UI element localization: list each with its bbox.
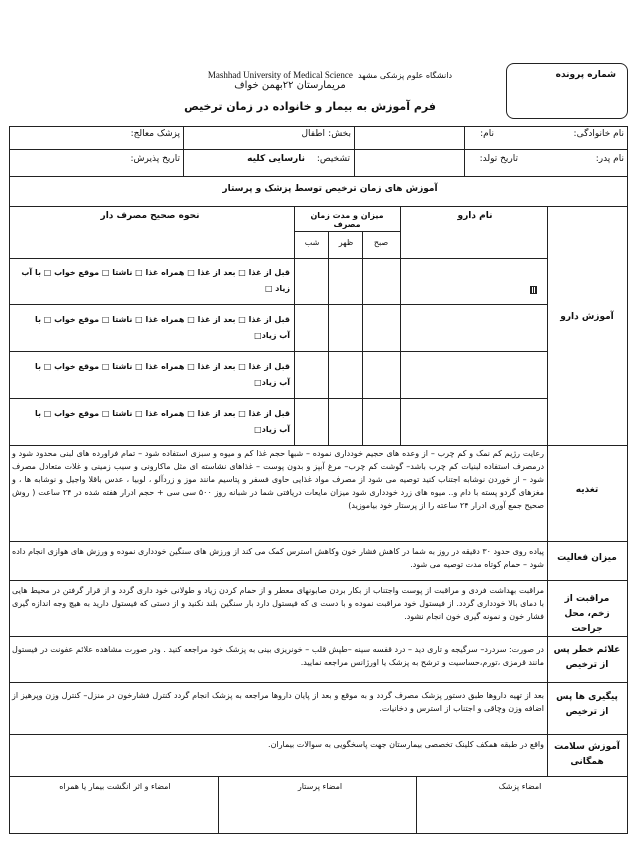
diagnosis-label: تشخیص: [316,154,350,164]
correct-usage-header: نحوه صحیح مصرف دار [100,211,200,221]
danger-signs-text: در صورت: سردرد– سرگیجه و تاری دید – درد قفسه سینه –طپش قلب – خونریزی بینی به پزشک خود مراجعه کنید . ودر صورت مشاهده علائم عفونت در فیستول مانند قرمزی ،تورم،حساسیت و ترشح به پزشک یا اورژانس مراجعه نمایید. [12,645,544,667]
hospital-name: مریمارستان ۲۲بهمن خواف [234,80,346,91]
ward-value: اطفال [301,129,325,139]
admission-date-label: تاریخ پذیرش: [130,154,180,164]
patient-signature-label: امضاء و اثر انگشت بیمار یا همراه [59,782,171,791]
ward-label: بخش: [328,129,351,139]
doctor-signature-label: امضاء پزشک [498,782,542,791]
usage-options-row-4 [12,406,290,438]
drug-name-header: نام دارو [457,211,493,221]
surname-label: نام خانوادگی: [573,129,624,139]
reception-number-label: شماره پرونده [555,70,616,80]
section-title: آموزش های زمان ترخیص توسط پزشک و پرستار [222,184,438,194]
usage-options-line: آب زیاد□ [254,331,290,340]
activity-text: پیاده روی حدود ۳۰ دقیقه در روز به شما در کاهش فشار خون وکاهش استرس کمک می کند از ورزش های سنگین خودداری نموده و ورزش های هوازی انجام داده شود – حمام کوتاه مدت توصیه می شود. [12,547,545,569]
noon-subheader: ظهر [338,238,354,247]
diagnosis-value: نارسایی کلیه [247,154,305,164]
drug-training-label: آموزش دارو [560,312,614,322]
name-label: نام: [480,129,494,139]
usage-options-line: آب زیاد□ [254,425,290,434]
activity-label: میزان فعالیت [557,553,617,563]
usage-options-line: زیاد □ [264,284,290,293]
public-health-text: واقع در طبقه همکف کلینک تخصصی بیمارستان جهت پاسخگویی به سوالات بیماران. [268,740,544,749]
birthdate-label: تاریخ تولد: [479,154,518,164]
nurse-signature-label: امضاء پرستار [297,782,343,791]
usage-options-line: آب زیاد□ [254,378,290,387]
danger-signs-label: علائم خطر پس از ترخیص [553,645,621,670]
morning-subheader: صبح [373,238,389,247]
public-health-label: آموزش سلامت همگانی [554,742,620,767]
physician-label: پزشک معالج: [130,129,180,139]
usage-options-line: قبل از غذا □ بعد از غذا □ همراه غذا □ ناشتا □ موقع خواب □ با [34,315,290,324]
follow-up-text: بعد از تهیه داروها طبق دستور پزشک مصرف گردد و به موقع و بعد از پایان داروها مراجعه به پزشک انجام گردد کنترل فشارخون در منزل– کنترل وزن وپرهیز از اضافه وزن وچاقی و اجتناب از استرس و دخانیات. [12,691,544,713]
university-name-fa: دانشگاه علوم پزشکی مشهد [357,71,453,80]
amount-duration-header: میزان و مدت زمان مصرف [310,211,384,229]
usage-options-line: قبل از غذا □ بعد از غذا □ همراه غذا □ ناشتا □ موقع خواب □ با آب [21,268,290,277]
wound-care-label: مراقبت از زخم، محل جراحت [564,594,610,634]
follow-up-label: پیگیری ها پس از ترخیص [556,692,618,717]
usage-options-row-3 [12,359,290,391]
father-name-label: نام پدر: [595,154,624,164]
university-name-en: Mashhad University of Medical Science [207,70,353,80]
barcode-mark [530,286,537,294]
usage-options-line: قبل از غذا □ بعد از غذا □ همراه غذا □ ناشتا □ موقع خواب □ با [34,409,290,418]
usage-options-row-1 [12,265,290,297]
nutrition-label: تغذیه [575,485,599,495]
night-subheader: شب [304,238,320,247]
nutrition-text: رعایت رژیم کم نمک و کم چرب – از وعده های حجیم خودداری نموده – شبها حجم غذا کم و میوه و سبزی استفاده شود – تمام فراورده های لبنی محدود شود و درمصرف استفاده لبنیات کم چرب باشد– گوشت کم چرب– مرغ آبپز و بدون پوست – غذاهای نشاسته ای مثل ماکارونی و سیب زمینی و غلات متعادل مصرف شود – از خوردن نوشابه اجتناب کنید توصیه می شود از مصرف مواد غذایی حاوی فسفر و پتاسیم مانند موز و زردآلو ، لوبیا ، عدس باقلا واجیل و نوشابه ها ، و مغزهای گردو پسته با دام و.. میوه های زرد خودداری شود میزان مایعات دریافتی شما در شبانه روز ۵۰۰ سی سی + حجم ادرار هفته شده در ۲۴ ساعت ( روش صحیح جمع آوری ادرار ۲۴ ساعته را از پرستار خود بیاموزید) [12,449,544,510]
wound-care-text: مراقبت بهداشت فردی و مراقبت از پوست واجتناب از بکار بردن صابونهای معطر و از حمام کردن زیاد و طولانی خود داری گردد و از قرار گرفتن در محیط هایی با دمای بالا خودداری گردد. از فیستول خود مراقبت نموده و با دست ی که فیستول دارد بار سنگین بلند نکنید و از دستی که فیستول دارید به هیچ وجه اندازه گیری فشار خون و نمونه گیری خون انجام نشود. [12,586,544,621]
form-title: فرم آموزش به بیمار و خانواده در زمان ترخیص [184,100,436,113]
usage-options-row-2 [12,312,290,344]
usage-options-line: قبل از غذا □ بعد از غذا □ همراه غذا □ ناشتا □ موقع خواب □ با [34,362,290,371]
